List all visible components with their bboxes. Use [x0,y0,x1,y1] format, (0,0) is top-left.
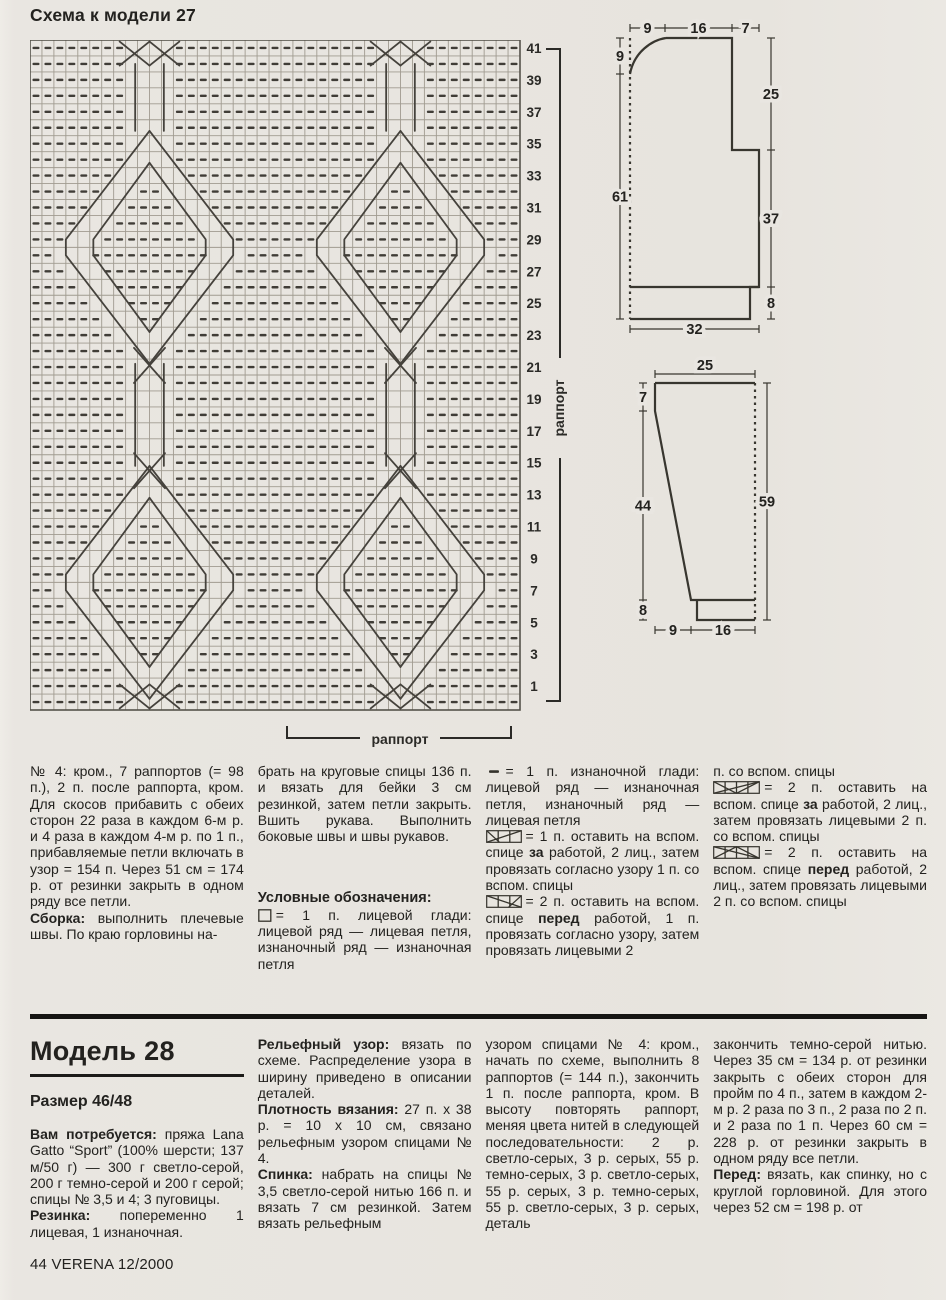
paragraph [30,1126,244,1207]
text-column [486,1036,700,1240]
bold-label: Спинка: [257,1166,313,1183]
purl-dash-icon [486,765,502,778]
chart-row-number: 33 [526,168,542,184]
model-28-title: Модель 28 [30,1036,244,1077]
paragraph [30,1207,244,1240]
body-text: пряжа Lana Gatto “Sport” (100% шерсти; 137 м/50 г) — 300 г светло-серой, 200 г темно-серой и 200 г серой; спицы № 3,5 и 4; 3 пуговицы. [30,1126,244,1208]
measurement-label: 9 [668,623,678,639]
measurement-label: 25 [762,87,780,103]
knitting-chart [30,40,575,756]
chart-row-number: 21 [526,360,542,376]
body-text: п. со вспом. спицы [713,763,835,779]
paragraph [30,910,244,943]
vertical-rapport-label: раппорт [551,379,567,437]
body-text: = 2 п. оставить на вспом. спице [485,893,700,926]
chart-row-number: 39 [526,72,542,88]
body-text: попеременно 1 лицевая, 1 изнаночная. [30,1207,244,1240]
measurement-label: 8 [766,296,776,312]
chart-row-number: 41 [526,40,542,56]
knitting-chart-svg [30,40,575,756]
chart-row-number: 7 [530,583,538,599]
garment-schematics [612,8,847,658]
bold-label: Плотность вязания: [257,1101,399,1118]
text-column [713,763,927,972]
chart-row-number: 11 [526,519,542,535]
measurement-label: 37 [762,211,780,228]
bold-label: Рельефный узор: [257,1036,390,1052]
measurement-label: 16 [690,21,707,37]
bold-label: перед [538,909,580,926]
legend-item [713,844,927,909]
measurement-label: 59 [758,494,776,511]
legend-item [486,763,700,828]
cable-3-back-icon [486,830,522,843]
body-text: = 2 п. оставить на вспом. спице [713,844,927,877]
paragraph [258,763,472,844]
chart-title: Схема к модели 27 [30,5,196,25]
model-28-instructions [30,1036,927,1240]
body-text: работой, 1 п. провязать согласно узору, затем провязать лицевыми 2 [485,909,700,959]
measurement-label: 32 [686,322,703,338]
body-text: 27 п. x 38 р. = 10 x 10 см, связано рельефным узором спицами № 4. [257,1101,472,1167]
chart-row-number: 35 [526,136,542,152]
measurement-label: 7 [638,390,648,406]
paragraph [486,1036,700,1232]
body-text: работой, 2 лиц., затем провязать согласно узору 1 п. со вспом. спицы [485,844,700,894]
measurement-label: 7 [741,21,750,37]
paragraph [713,1166,927,1215]
measurement-label: 9 [643,21,652,37]
body-text: № 4: кром., 7 раппортов (= 98 п.), 2 п. после раппорта, кром. Для скосов прибавить с обеих сторон 22 раза в каждом 6-м р. и 4 раза в каждом 4-м р. по 1 п., прибавляемые петли включать в узор = 154 п. Через 51 см = 174 р. от резинки закрыть в одном ряду все петли. [30,763,244,910]
legend-item [713,779,927,844]
bold-label: за [528,844,544,861]
chart-row-number: 9 [530,551,538,567]
text-column [30,763,244,972]
chart-row-number: 17 [526,423,542,439]
chart-row-number: 25 [526,296,542,312]
cable-3-front-icon [486,895,522,908]
bold-label: Вам потребуется: [30,1126,157,1142]
chart-row-number: 3 [530,647,538,663]
paragraph [30,763,244,910]
body-text: закончить темно-серой нитью. Через 35 см = 134 р. от резинки закрыть с обеих сторон для пройм по 4 п., затем в каждом 2-м р. 2 раза по 3 п., 2 раза по 2 п. и 2 раза по 1 п. Через 60 см = 228 р. от резинки закрыть в одном ряду все петли. [713,1036,927,1167]
text-column [30,1036,244,1240]
chart-row-number: 5 [530,615,538,631]
chart-row-number: 27 [526,264,542,280]
bold-label: Сборка: [30,909,86,926]
legend-heading: Условные обозначения: [257,890,432,907]
text-column [713,1036,927,1240]
text-column [258,763,472,972]
chart-row-number: 19 [526,391,542,407]
legend-item [486,828,700,893]
body-text: выполнить плечевые швы. По краю горловины на- [30,909,244,942]
body-text: = 2 п. оставить на вспом. спице [713,779,927,812]
chart-row-number: 37 [526,104,542,120]
body-text: брать на круговые спицы 136 п. и вязать для бейки 3 см резинкой, затем петли закрыть. Вшить рукава. Выполнить боковые швы и швы рукавов. [257,763,472,845]
paragraph [713,763,927,779]
body-text: = 1 п. изнаночной глади: лицевой ряд — изнаночная петля, изнаночный ряд — лицевая петля [485,763,700,828]
measurement-label: 61 [612,189,629,206]
section-divider [30,1014,927,1019]
measurement-label: 25 [696,358,714,374]
instructions-and-legend [30,763,927,972]
body-text: узором спицами № 4: кром., начать по схеме, выполнить 8 раппортов (= 144 п.), закончить 1 п. после раппорта, кром. В высоту повторять раппорт, меняя цвета нитей в следующей последовательности: 2 р. светло-серых, 3 р. серых, 55 р. темно-серых, 3 р. светло-серых, 55 р. серых, 3 р. темно-серых, 55 р. светло-серых, 3 р. серых, деталь [485,1036,700,1232]
cable-4-back-icon [713,781,760,794]
chart-row-number: 1 [530,679,538,695]
body-text: набрать на спицы № 3,5 светло-серой нитью 166 п. и вязать 7 см резинкой. Затем вязать рельефным [257,1166,472,1232]
cable-4-front-icon [713,846,760,859]
measurement-label: 44 [634,498,652,515]
chart-row-number: 31 [526,200,542,216]
text-column [486,763,700,972]
chart-row-number: 13 [526,487,542,503]
measurement-label: 9 [615,49,625,65]
body-text: работой, 2 лиц., затем провязать лицевыми 2 п. со вспом. спицы [713,860,927,910]
paragraph [258,1101,472,1166]
horizontal-rapport-label: раппорт [371,731,429,747]
body-text: = 1 п. лицевой глади: лицевой ряд — лицевая петля, изнаночный ряд — изнаночная петля [257,906,472,972]
body-text: вязать, как спинку, но с круглой горловиной. Для этого через 52 см = 198 р. от [713,1166,927,1215]
paragraph [258,1036,472,1101]
legend-item [258,907,472,972]
bold-label: перед [807,860,850,877]
measurement-label: 8 [638,603,648,619]
chart-row-number: 29 [526,232,542,248]
legend-item [486,893,700,958]
body-text: вязать по схеме. Распределение узора в ширину приведено в описании деталей. [257,1036,472,1101]
schematics-svg [612,8,847,658]
bold-label: Перед: [713,1166,761,1183]
bold-label: Резинка: [30,1207,91,1224]
paragraph [258,1166,472,1231]
text-column [258,1036,472,1240]
measurement-label: 16 [714,623,732,639]
body-text: работой, 2 лиц., затем провязать лицевыми 2 п. со вспом. спицы [713,795,927,845]
size-subheading: Размер 46/48 [30,1093,133,1110]
knit-square-icon [258,909,272,922]
body-text: = 1 п. оставить на вспом. спице [485,828,700,861]
bold-label: за [803,795,818,812]
paragraph [713,1036,927,1166]
chart-row-number: 15 [526,455,542,471]
page-footer: 44 VERENA 12/2000 [30,1256,174,1273]
chart-row-number: 23 [526,328,542,344]
